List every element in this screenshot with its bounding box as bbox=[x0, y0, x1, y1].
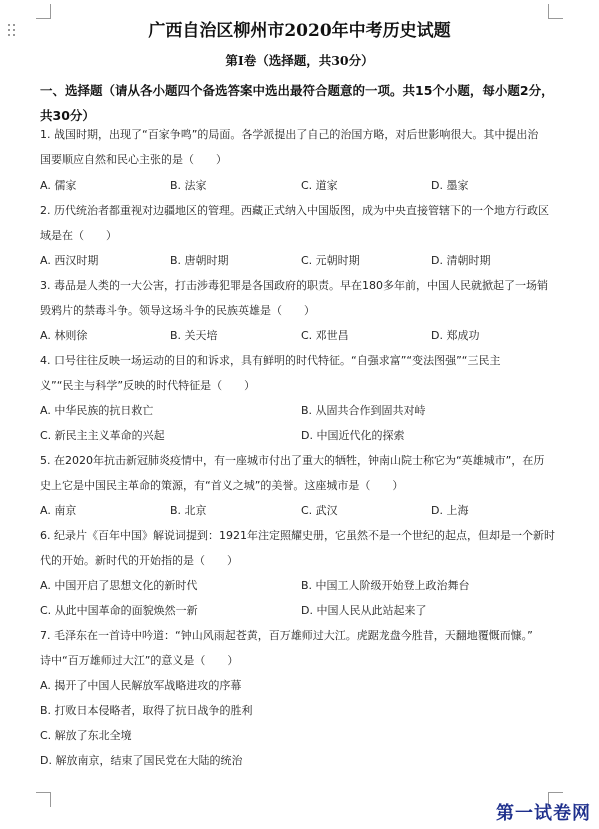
question-3-option-c[interactable]: C. 邓世昌 bbox=[301, 329, 349, 342]
section-instructions bbox=[40, 78, 570, 128]
question-3-option-b[interactable]: B. 关天培 bbox=[170, 329, 218, 342]
question-7-line: 7. 毛泽东在一首诗中吟道：“钟山风雨起苍黄，百万雄师过大江。虎踞龙盘今胜昔，天翻地覆慨而慷。” bbox=[40, 629, 533, 642]
question-3-line: 毁鸦片的禁毒斗争。领导这场斗争的民族英雄是（ ） bbox=[40, 304, 315, 317]
question-2-option-a[interactable]: A. 西汉时期 bbox=[40, 254, 99, 267]
part-label: 第Ⅰ卷（选择题，共30分） bbox=[225, 53, 374, 68]
question-2-option-d[interactable]: D. 清朝时期 bbox=[431, 254, 491, 267]
question-3-option-a[interactable]: A. 林则徐 bbox=[40, 329, 88, 342]
question-6-option-d[interactable]: D. 中国人民从此站起来了 bbox=[301, 604, 427, 617]
question-5-option-b[interactable]: B. 北京 bbox=[170, 504, 207, 517]
question-1-option-b[interactable]: B. 法家 bbox=[170, 179, 207, 192]
question-1-line: 国要顺应自然和民心主张的是（ ） bbox=[40, 153, 227, 166]
question-2-line: 域是在（ ） bbox=[40, 229, 117, 242]
question-1-option-a[interactable]: A. 儒家 bbox=[40, 179, 77, 192]
question-5-line: 史上它是中国民主革命的策源，有“首义之城”的美誉。这座城市是（ ） bbox=[40, 479, 404, 492]
question-5-line: 5. 在2020年抗击新冠肺炎疫情中，有一座城市付出了重大的牺牲，钟南山院士称它为“英雄城市”，在历 bbox=[40, 454, 545, 467]
question-7-line: 诗中“百万雄师过大江”的意义是（ ） bbox=[40, 654, 239, 667]
question-6-option-c[interactable]: C. 从此中国革命的面貌焕然一新 bbox=[40, 604, 198, 617]
question-4-option-b[interactable]: B. 从固共合作到固共对峙 bbox=[301, 404, 426, 417]
question-6-line: 代的开始。新时代的开始指的是（ ） bbox=[40, 554, 238, 567]
question-1-line: 1. 战国时期，出现了“百家争鸣”的局面。各学派提出了自己的治国方略，对后世影响很大。其中提出治 bbox=[40, 128, 539, 141]
question-3-option-d[interactable]: D. 郑成功 bbox=[431, 329, 480, 342]
question-5-option-c[interactable]: C. 武汉 bbox=[301, 504, 338, 517]
question-5-option-d[interactable]: D. 上海 bbox=[431, 504, 469, 517]
question-3-line: 3. 毒品是人类的一大公害，打击涉毒犯罪是各国政府的职责。早在180多年前，中国人民就掀起了一场销 bbox=[40, 279, 548, 292]
question-7-option-a[interactable]: A. 揭开了中国人民解放军战略进攻的序幕 bbox=[40, 679, 242, 692]
question-6-option-b[interactable]: B. 中国工人阶级开始登上政治舞台 bbox=[301, 579, 470, 592]
question-2-option-c[interactable]: C. 元朝时期 bbox=[301, 254, 360, 267]
question-2-option-b[interactable]: B. 唐朝时期 bbox=[170, 254, 229, 267]
question-4-option-c[interactable]: C. 新民主主义革命的兴起 bbox=[40, 429, 165, 442]
question-7-option-d[interactable]: D. 解放南京，结束了国民党在大陆的统治 bbox=[40, 754, 243, 767]
question-6-line: 6. 纪录片《百年中国》解说词提到：1921年注定照耀史册，它虽然不是一个世纪的起点，但却是一个新时 bbox=[40, 529, 555, 542]
question-1-option-c[interactable]: C. 道家 bbox=[301, 179, 338, 192]
section-line: 共30分） bbox=[40, 108, 95, 123]
question-4-option-a[interactable]: A. 中华民族的抗日救亡 bbox=[40, 404, 154, 417]
exam-title: 广西自治区柳州市2020年中考历史试题 bbox=[148, 21, 451, 41]
question-4-line: 4. 口号往往反映一场运动的目的和诉求，具有鲜明的时代特征。“自强求富”“变法图强”“三民主 bbox=[40, 354, 501, 367]
section-line: 一、选择题（请从各小题四个备选答案中选出最符合题意的一项。共15个小题，每小题2分， bbox=[40, 83, 554, 98]
question-7-option-c[interactable]: C. 解放了东北全境 bbox=[40, 729, 132, 742]
question-5-option-a[interactable]: A. 南京 bbox=[40, 504, 77, 517]
question-4-line: 义”“民主与科学”反映的时代特征是（ ） bbox=[40, 379, 256, 392]
question-6-option-a[interactable]: A. 中国开启了思想文化的新时代 bbox=[40, 579, 198, 592]
crop-mark bbox=[36, 792, 51, 807]
site-watermark: 第一试卷网 bbox=[496, 803, 591, 824]
question-7-option-b[interactable]: B. 打败日本侵略者，取得了抗日战争的胜利 bbox=[40, 704, 253, 717]
question-1-option-d[interactable]: D. 墨家 bbox=[431, 179, 469, 192]
question-2-line: 2. 历代统治者都重视对边疆地区的管理。西藏正式纳入中国版图，成为中央直接管辖下的一个地方行政区 bbox=[40, 204, 549, 217]
question-4-option-d[interactable]: D. 中国近代化的探索 bbox=[301, 429, 405, 442]
